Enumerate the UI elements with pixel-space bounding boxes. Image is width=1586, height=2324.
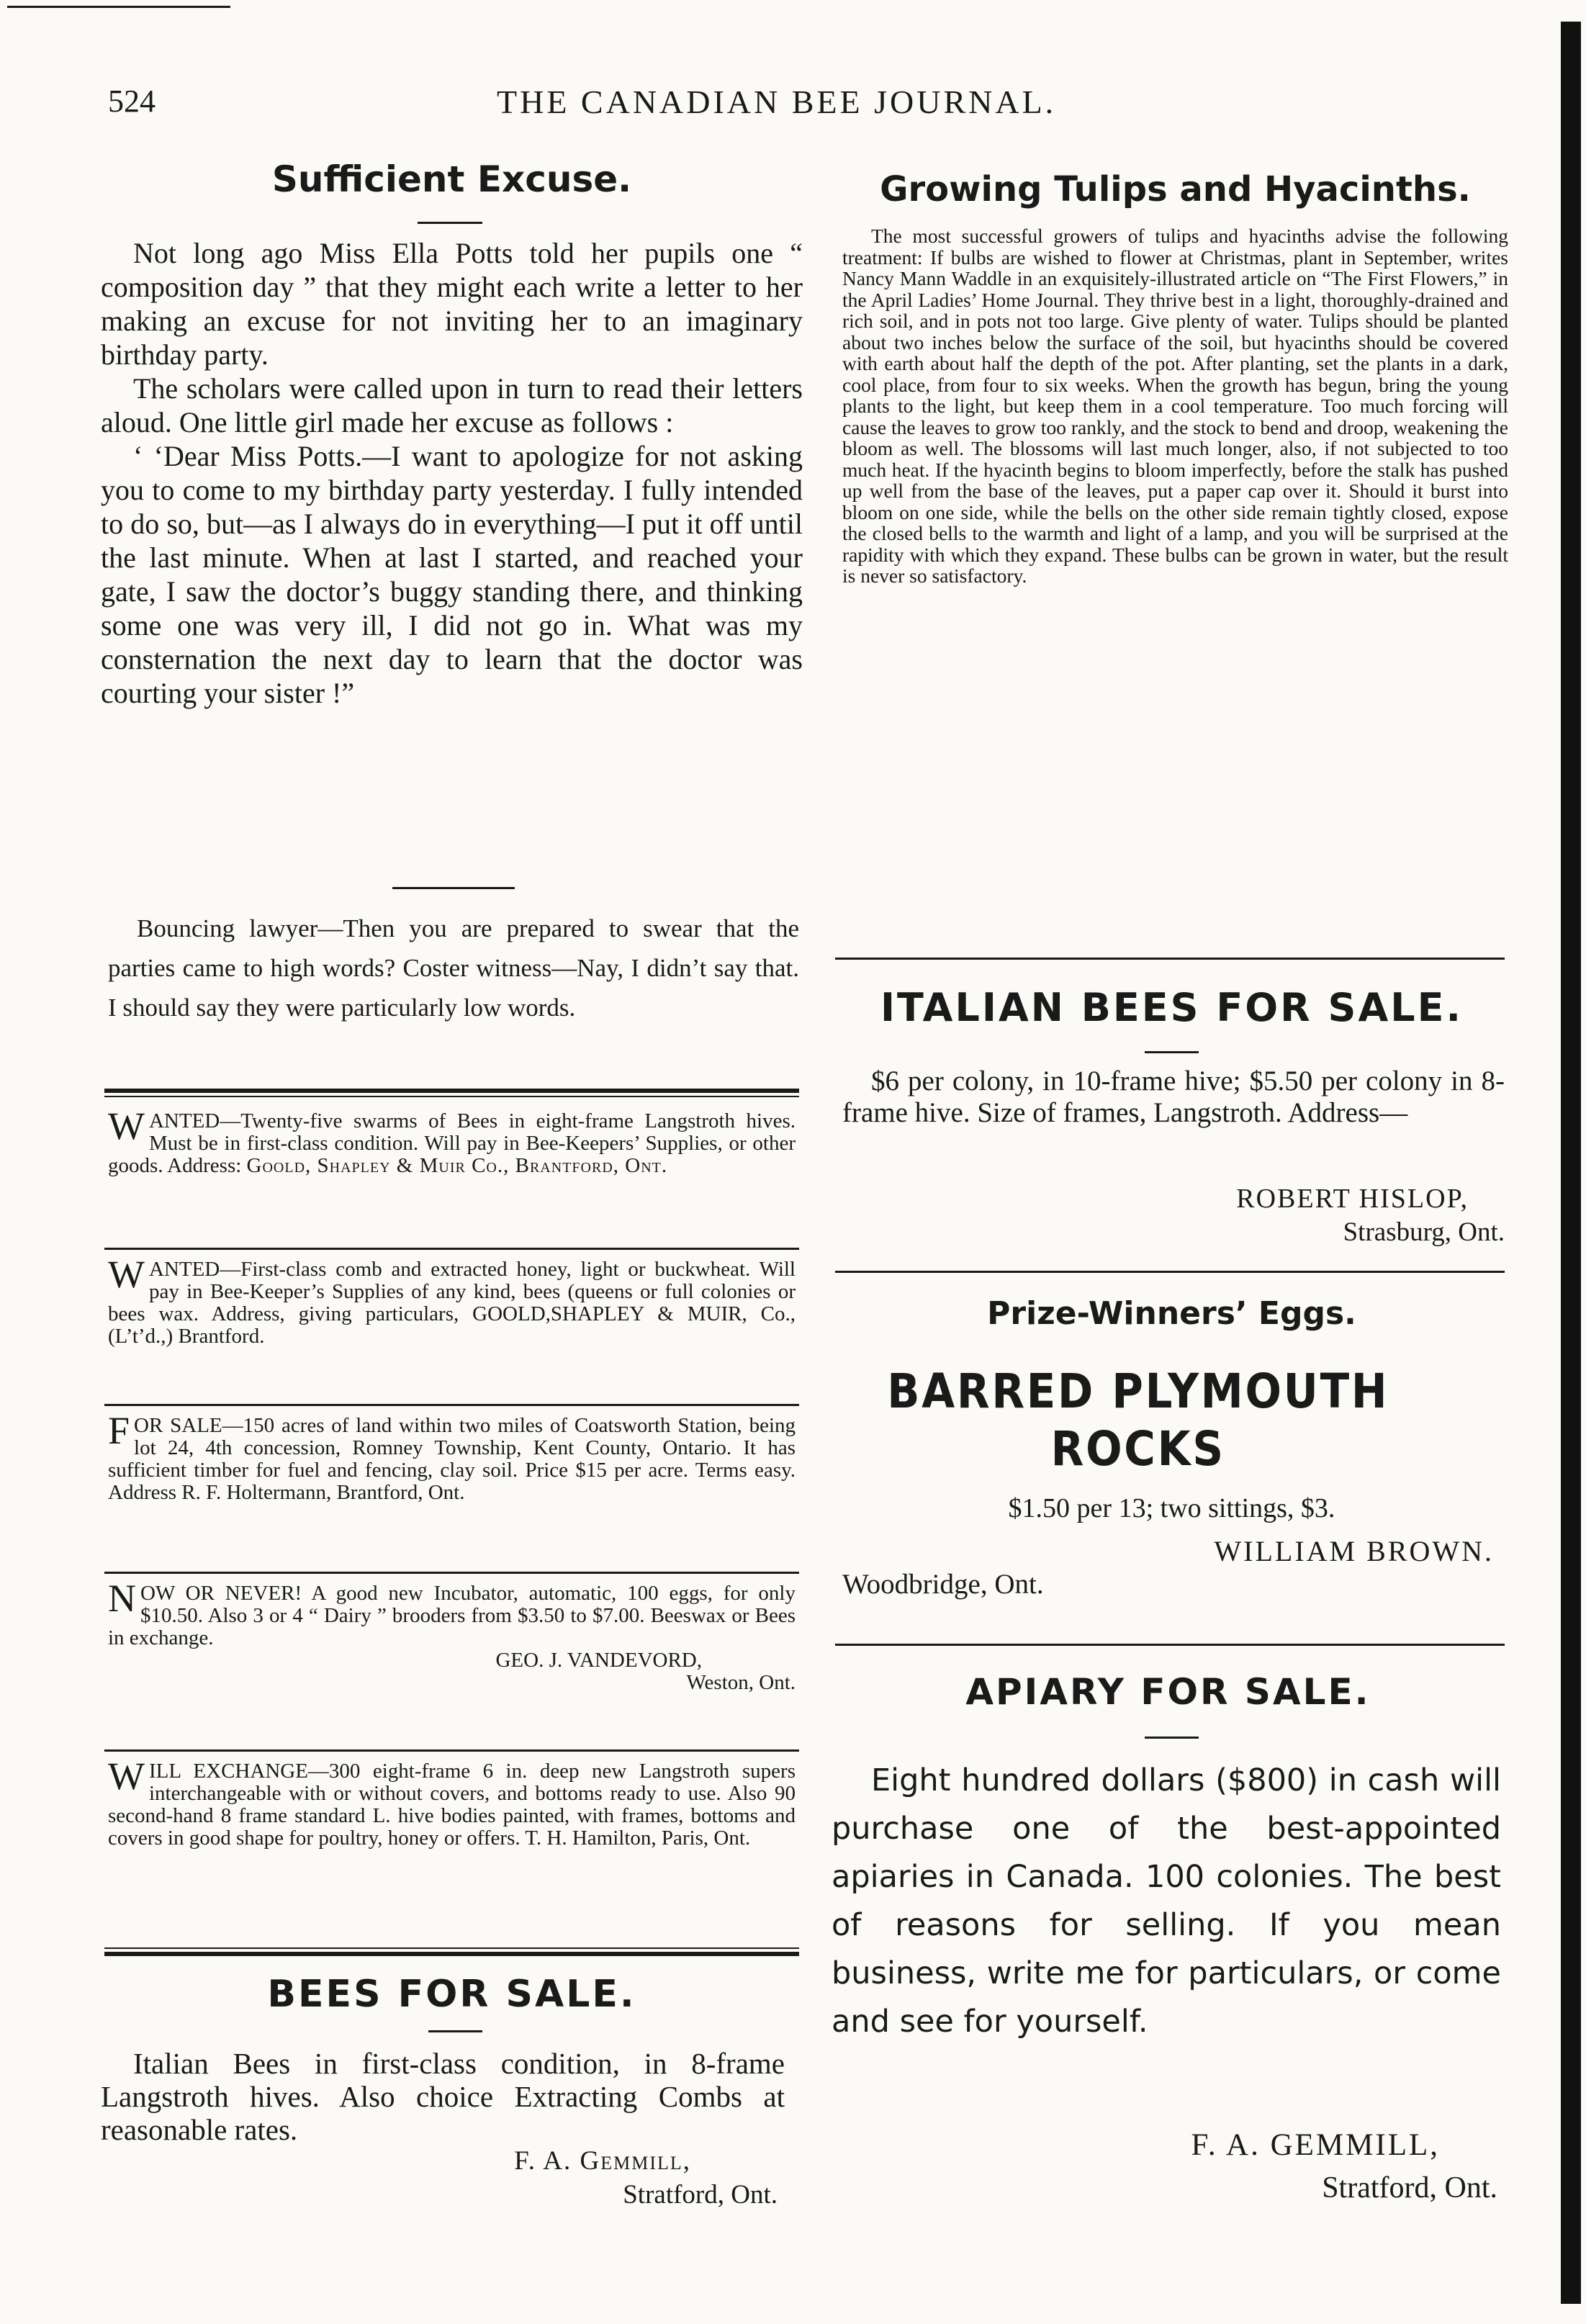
title-dash — [1145, 1737, 1199, 1739]
apiary-sign-place: Stratford, Ont. — [1322, 2171, 1497, 2204]
ad-text: ILL EXCHANGE—300 eight-frame 6 in. deep new Langstroth supers interchangeable with or without covers, and bottoms ready to use. Also 90 second-hand 8 frame standard L. hive bodies painted, with frames, bottoms and covers in good shape for poultry, honey or offers. T. H. Hamilton, Paris, Ont. — [108, 1760, 796, 1850]
ad-divider — [104, 1572, 799, 1574]
tulips-title: Growing Tulips and Hyacinths. — [880, 169, 1471, 210]
ad-wanted-honey — [108, 1253, 796, 1348]
ads-bottom-rule-2 — [104, 1952, 799, 1956]
page-edge-bar — [1561, 22, 1581, 2304]
drop-cap: W — [108, 1104, 145, 1148]
eggs-ad — [835, 1292, 1508, 1600]
ad-incubator — [108, 1577, 796, 1694]
section-divider — [835, 1271, 1505, 1273]
italian-bees-sign-place: Strasburg, Ont. — [1343, 1217, 1505, 1247]
ad-wanted-swarms — [108, 1104, 796, 1177]
apiary-sign-name: F. A. GEMMILL, — [1191, 2128, 1440, 2162]
ads-top-rule-2 — [104, 1096, 799, 1097]
excuse-body — [101, 236, 803, 710]
lawyer-text: Bouncing lawyer—Then you are prepared to swear that the parties came to high words? Coster witness—Nay, I didn’t say that. I should say they were particularly low words. — [108, 914, 799, 1022]
drop-cap: F — [108, 1409, 130, 1452]
running-head — [108, 83, 1497, 133]
drop-cap: W — [108, 1755, 145, 1798]
section-divider — [835, 1644, 1505, 1646]
ad-signature-place: Weston, Ont. — [686, 1671, 796, 1694]
italian-bees-text: $6 per colony, in 10-frame hive; $5.50 per colony in 8-frame hive. Size of frames, Langstroth. Address— — [842, 1066, 1505, 1128]
eggs-sign-name: WILLIAM BROWN. — [1214, 1535, 1494, 1567]
bees-for-sale-sign-place: Stratford, Ont. — [623, 2180, 778, 2210]
apiary-text: Eight hundred dollars ($800) in cash will purchase one of the best-appointed apiaries in Canada. 100 colonies. The best of reasons for selling. If you mean business, write me for particulars, or come and see for yourself. — [832, 1762, 1501, 2040]
excuse-p1: Not long ago Miss Ella Potts told her pupils one “ composition day ” that they might each write a letter to her making an excuse for not inviting her to an imaginary birthday party. — [101, 237, 803, 371]
top-rule — [7, 6, 230, 8]
eggs-title: Prize-Winners’ Eggs. — [987, 1295, 1356, 1332]
italian-bees-ad — [835, 983, 1508, 1247]
italian-bees-title: ITALIAN BEES FOR SALE. — [880, 985, 1464, 1030]
eggs-price: $1.50 per 13; two sittings, $3. — [1008, 1493, 1335, 1523]
ad-exchange — [108, 1755, 796, 1850]
bees-for-sale-text: Italian Bees in first-class condition, in 8-frame Langstroth hives. Also choice Extracting Combs at reasonable rates. — [101, 2047, 785, 2146]
ads-bottom-rule-1 — [104, 1947, 799, 1949]
ad-divider — [104, 1248, 799, 1250]
lawyer-joke — [108, 909, 799, 1027]
excuse-p3: ‘ ‘Dear Miss Potts.—I want to apologize for not asking you to come to my birthday party yesterday. I fully intended to do so, but—as I always do in everything—I put it off until the last minute. When at last I started, and reached your gate, I saw the doctor’s buggy standing there, and thinking some one was very ill, I did not go in. What was my consternation the next day to learn that the doctor was courting your sister !” — [101, 440, 803, 709]
tulips-text: The most successful growers of tulips and hyacinths advise the following treatment: If bulbs are wished to flower at Christmas, plant in September, writes Nancy Mann Waddle in an exquisitely-illustrated article on “The First Flowers,” in the April Ladies’ Home Journal. They thrive best in a light, thoroughly-drained and rich soil, and in pots not too large. Give plenty of water. Tulips should be planted about two inches below the surface of the soil, but hyacinths should be covered with earth about half the depth of the pot. After planting, set the plants in a dark, cool place, from four to six weeks. When the growth has begun, bring the young plants to the light, but keep them in a cool temperature. Too much forcing will cause the leaves to grow too rankly, and the stock to bend and droop, weakening the bloom as well. The blossoms will last much longer, also, if not subjected to too much heat. If the hyacinth begins to bloom imperfectly, before the stalk has pushed up well from the base of the leaves, put a paper cap over it. Should it burst into bloom on one side, while the bells on the other side remain tightly closed, expose the closed bells to the warmth and light of a lamp, and you will be surprised at the rapidity with which they expand. These bulbs can be grown in water, but the result is never so satisfactory. — [842, 225, 1508, 587]
excuse-title-dash — [418, 222, 482, 224]
tulips-article — [842, 169, 1508, 587]
ad-divider — [104, 1404, 799, 1406]
bees-for-sale-title: BEES FOR SALE. — [267, 1973, 636, 2016]
italian-bees-sign-name: ROBERT HISLOP, — [1236, 1184, 1469, 1214]
bees-for-sale-sign-name: F. A. Gemmill, — [514, 2146, 691, 2176]
bees-for-sale-ad — [101, 1969, 803, 2210]
drop-cap: W — [108, 1253, 145, 1296]
apiary-ad — [828, 1667, 1508, 2204]
ad-text: OR SALE—150 acres of land within two miles of Coatsworth Station, being lot 24, 4th concession, Romney Township, Kent County, Ontario. It has sufficient timber for fuel and fencing, clay soil. Price $15 per acre. Terms easy. Address R. F. Holtermann, Brantford, Ont. — [108, 1414, 796, 1504]
apiary-title: APIARY FOR SALE. — [965, 1671, 1371, 1713]
page-number: 524 — [108, 84, 156, 119]
excuse-end-dash — [392, 887, 515, 889]
ad-text: ANTED—First-class comb and extracted honey, light or buckwheat. Will pay in Bee-Keeper’s Supplies of any kind, bees (queens or full colonies or bees wax. Address, giving particulars, GOOLD,SHAPLEY & MUIR, Co., (L’t’d.,) Brantford. — [108, 1258, 796, 1348]
title-dash — [428, 2030, 482, 2032]
journal-title: THE CANADIAN BEE JOURNAL. — [497, 84, 1057, 120]
ad-text: ANTED—Twenty-five swarms of Bees in eight-frame Langstroth hives. Must be in first-class condition. Will pay in Bee-Keepers’ Supplies, or other goods. Address: — [108, 1109, 796, 1177]
excuse-p2: The scholars were called upon in turn to read their letters aloud. One little girl made her excuse as follows : — [101, 372, 803, 438]
section-divider — [835, 958, 1505, 960]
ad-divider — [104, 1749, 799, 1752]
eggs-subtitle: BARRED PLYMOUTH ROCKS — [887, 1364, 1389, 1477]
left-column — [101, 158, 803, 709]
ad-signature-name: GEO. J. VANDEVORD, — [495, 1649, 702, 1672]
ad-text: OW OR NEVER! A good new Incubator, automatic, 100 eggs, for only $10.50. Also 3 or 4 “ Dairy ” brooders from $3.50 to $7.00. Beeswax or Bees in exchange. — [108, 1582, 796, 1649]
eggs-sign-place: Woodbridge, Ont. — [842, 1569, 1044, 1600]
ad-land-for-sale — [108, 1409, 796, 1504]
ad-signature: Goold, Shapley & Muir Co., Brantford, Ont. — [246, 1154, 668, 1177]
ads-top-rule-1 — [104, 1089, 799, 1093]
excuse-title: Sufficient Excuse. — [271, 158, 632, 200]
drop-cap: N — [108, 1577, 136, 1620]
title-dash — [1145, 1051, 1199, 1053]
